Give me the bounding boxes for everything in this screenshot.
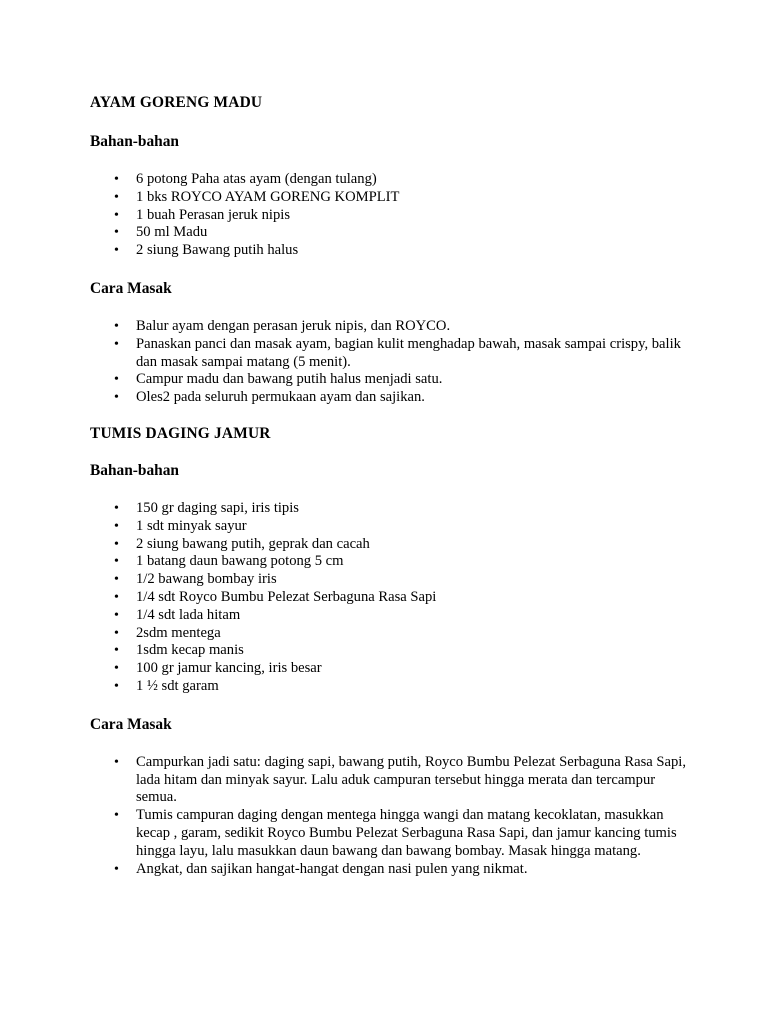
bullet-icon: • xyxy=(114,554,119,570)
bullet-icon: • xyxy=(114,678,119,694)
list-item: • 2sdm mentega xyxy=(114,624,221,641)
list-item: • Panaskan panci dan masak ayam, bagian kulit menghadap bawah, masak sampai crispy, balik dan masak sampai matang (5 menit). xyxy=(114,335,681,370)
recipe-title-tumis-daging-jamur: TUMIS DAGING JAMUR xyxy=(90,424,271,442)
ingredients-heading: Bahan-bahan xyxy=(90,461,179,479)
method-steps-list xyxy=(90,318,690,407)
list-item: • Oles2 pada seluruh permukaan ayam dan sajikan. xyxy=(114,389,425,406)
list-item: • 1sdm kecap manis xyxy=(114,642,244,659)
bullet-icon: • xyxy=(114,336,119,352)
list-item: • 1/4 sdt lada hitam xyxy=(114,606,241,623)
list-item: • Campur madu dan bawang putih halus menjadi satu. xyxy=(114,371,443,388)
method-steps-list xyxy=(90,754,690,879)
bullet-icon: • xyxy=(114,518,119,534)
list-item: • 1/4 sdt Royco Bumbu Pelezat Serbaguna Rasa Sapi xyxy=(114,588,437,605)
bullet-icon: • xyxy=(114,572,119,588)
list-item: • 150 gr daging sapi, iris tipis xyxy=(114,499,299,516)
bullet-icon: • xyxy=(114,861,119,877)
bullet-icon: • xyxy=(114,500,119,516)
bullet-icon: • xyxy=(114,372,119,388)
method-heading: Cara Masak xyxy=(90,279,172,297)
list-item: • Angkat, dan sajikan hangat-hangat dengan nasi pulen yang nikmat. xyxy=(114,860,528,877)
bullet-icon: • xyxy=(114,225,119,241)
list-item: • 1 sdt minyak sayur xyxy=(114,517,247,534)
bullet-icon: • xyxy=(114,643,119,659)
list-item: • Balur ayam dengan perasan jeruk nipis, dan ROYCO. xyxy=(114,317,451,334)
bullet-icon: • xyxy=(114,536,119,552)
recipe-title-ayam-goreng-madu: AYAM GORENG MADU xyxy=(90,94,263,111)
bullet-icon: • xyxy=(114,661,119,677)
ingredients-heading: Bahan-bahan xyxy=(90,133,179,150)
list-item: • Tumis campuran daging dengan mentega hingga wangi dan matang kecoklatan, masukkan kecap , garam, sedikit Royco Bumbu Pelezat Serbaguna Rasa Sapi, dan jamur kancing tumis hingga layu, lalu masukkan daun bawang dan bawang bombay. Masak hingga matang. xyxy=(114,807,677,859)
bullet-icon: • xyxy=(114,390,119,406)
list-item: • 6 potong Paha atas ayam (dengan tulang) xyxy=(114,171,377,187)
ingredients-list xyxy=(90,500,690,696)
bullet-icon: • xyxy=(114,172,119,187)
bullet-icon: • xyxy=(114,808,119,824)
list-item: • 50 ml Madu xyxy=(114,224,208,241)
list-item: • Campurkan jadi satu: daging sapi, bawang putih, Royco Bumbu Pelezat Serbaguna Rasa Sapi, lada hitam dan minyak sayur. Lalu aduk campuran tersebut hingga merata dan tercampur semua. xyxy=(114,753,686,806)
list-item: • 2 siung Bawang putih halus xyxy=(114,242,299,259)
bullet-icon: • xyxy=(114,607,119,623)
bullet-icon: • xyxy=(114,589,119,605)
method-heading: Cara Masak xyxy=(90,715,172,733)
ingredients-list xyxy=(90,171,690,260)
document-page xyxy=(90,94,690,878)
list-item: • 1 buah Perasan jeruk nipis xyxy=(114,206,291,223)
list-item: • 1/2 bawang bombay iris xyxy=(114,571,277,588)
list-item: • 1 bks ROYCO AYAM GORENG KOMPLIT xyxy=(114,188,400,205)
list-item: • 1 ½ sdt garam xyxy=(114,677,219,694)
bullet-icon: • xyxy=(114,754,119,770)
bullet-icon: • xyxy=(114,243,119,259)
list-item: • 100 gr jamur kancing, iris besar xyxy=(114,660,322,677)
bullet-icon: • xyxy=(114,625,119,641)
list-item: • 1 batang daun bawang potong 5 cm xyxy=(114,553,344,570)
list-item: • 2 siung bawang putih, geprak dan cacah xyxy=(114,535,370,552)
bullet-icon: • xyxy=(114,189,119,205)
bullet-icon: • xyxy=(114,207,119,223)
bullet-icon: • xyxy=(114,318,119,334)
